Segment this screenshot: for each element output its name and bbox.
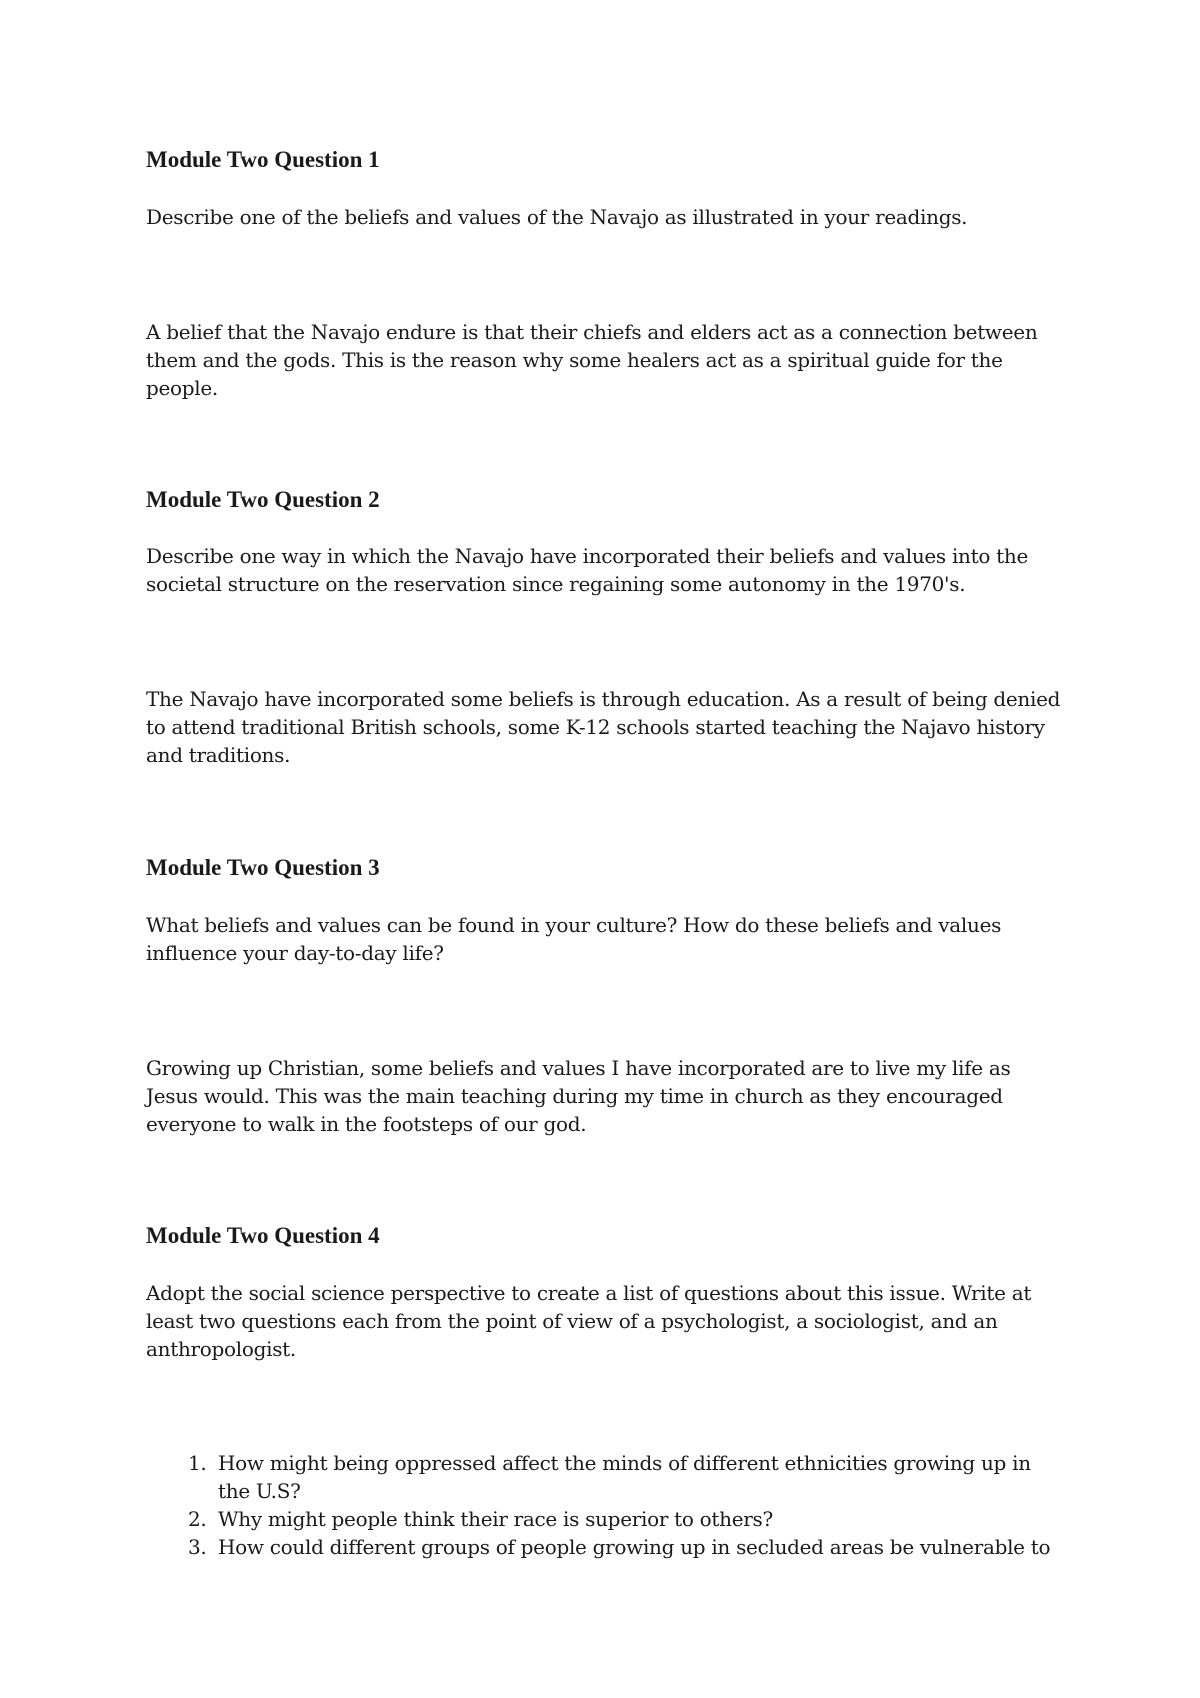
- question-2-prompt-wrap: [146, 542, 1066, 598]
- document-page: [146, 0, 1066, 1698]
- list-item-number: 1.: [188, 1451, 207, 1475]
- section-heading: Module Two Question 4: [146, 1223, 380, 1248]
- list-item-text: How might being oppressed affect the minds of different ethnicities growing up in the U.S?: [218, 1451, 1031, 1503]
- numbered-question-list: [146, 1449, 1066, 1561]
- answer-text: A belief that the Navajo endure is that their chiefs and elders act as a connection between them and the gods. This is the reason why some healers act as a spiritual guide for the people.: [146, 320, 1038, 400]
- section-question-2: [146, 486, 1066, 514]
- question-4-prompt-wrap: [146, 1279, 1066, 1363]
- list-item-number: 3.: [188, 1535, 207, 1559]
- question-3-answer-wrap: [146, 1054, 1066, 1138]
- section-question-1: [146, 146, 1066, 174]
- answer-text: Growing up Christian, some beliefs and values I have incorporated are to live my life as Jesus would. This was the main teaching during my time in church as they encouraged everyone to walk in the footsteps of our god.: [146, 1056, 1011, 1136]
- section-question-4: [146, 1222, 1066, 1250]
- question-3-prompt-wrap: [146, 911, 1066, 967]
- list-item: [146, 1505, 1066, 1533]
- question-prompt: Describe one of the beliefs and values of the Navajo as illustrated in your readings.: [146, 205, 968, 229]
- list-item: [146, 1533, 1066, 1561]
- question-prompt: Adopt the social science perspective to create a list of questions about this issue. Write at least two questions each from the point of view of a psychologist, a sociologist, and an anthropologist.: [146, 1281, 1032, 1361]
- section-heading: Module Two Question 3: [146, 855, 380, 880]
- list-item: [146, 1449, 1066, 1505]
- question-prompt: What beliefs and values can be found in your culture? How do these beliefs and values influence your day-to-day life?: [146, 913, 1002, 965]
- answer-text: The Navajo have incorporated some beliefs is through education. As a result of being denied to attend traditional British schools, some K-12 schools started teaching the Najavo history and traditions.: [146, 687, 1061, 767]
- list-item-number: 2.: [188, 1507, 207, 1531]
- question-2-answer-wrap: [146, 685, 1066, 769]
- section-heading: Module Two Question 2: [146, 487, 380, 512]
- question-prompt: Describe one way in which the Navajo have incorporated their beliefs and values into the societal structure on the reservation since regaining some autonomy in the 1970's.: [146, 544, 1029, 596]
- question-1-answer-wrap: [146, 318, 1066, 402]
- list-item-text: How could different groups of people growing up in secluded areas be vulnerable to: [218, 1535, 1051, 1559]
- question-1-prompt-wrap: [146, 203, 1066, 231]
- list-item-text: Why might people think their race is superior to others?: [218, 1507, 773, 1531]
- section-question-3: [146, 854, 1066, 882]
- section-heading: Module Two Question 1: [146, 147, 380, 172]
